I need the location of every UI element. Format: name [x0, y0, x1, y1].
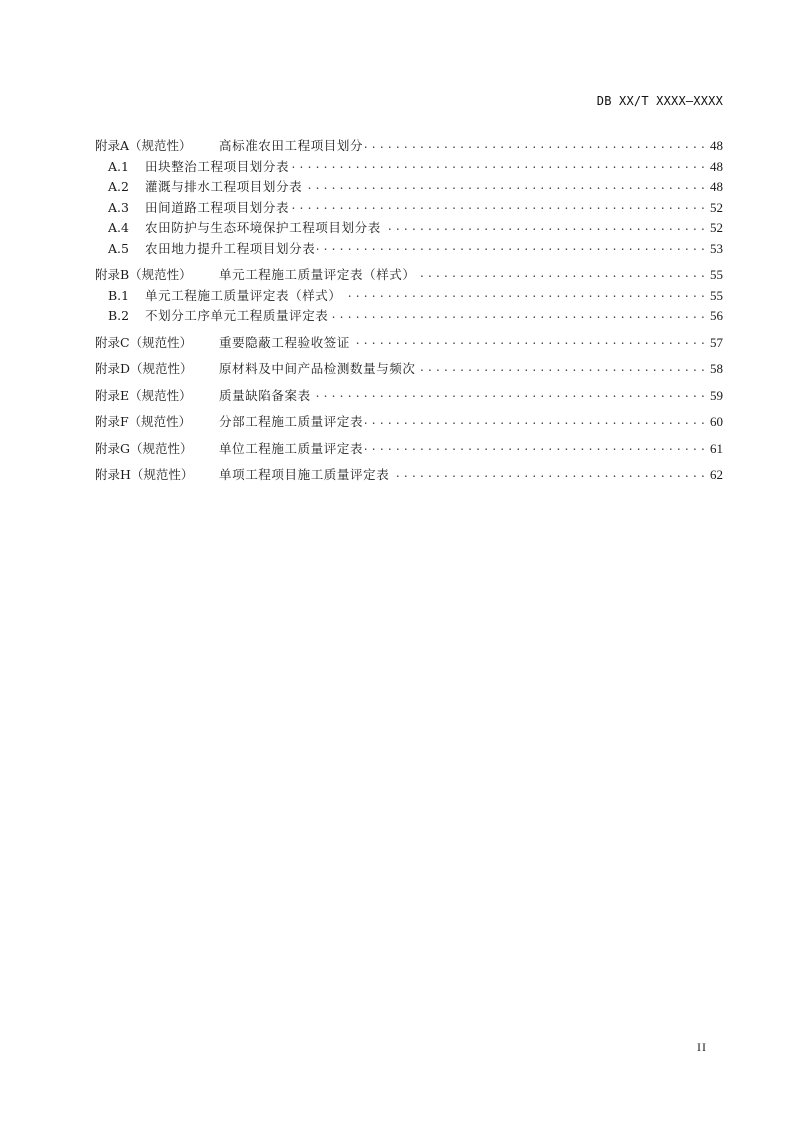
toc-entry-page: 59: [710, 387, 723, 403]
toc-entry-title: 单元工程施工质量评定表（样式）: [219, 267, 416, 282]
toc-group-appendix-h: [95, 465, 723, 486]
toc-entry[interactable]: [95, 333, 723, 354]
toc-entry[interactable]: [95, 359, 723, 380]
toc-entry-title: 单项工程项目施工质量评定表: [219, 467, 390, 482]
toc-group-appendix-c: [95, 333, 723, 354]
toc-entry-page: 55: [710, 267, 723, 282]
toc-entry-page: 60: [710, 414, 723, 429]
toc-entry-number: 附录B（规范性）: [95, 267, 192, 282]
page-number-footer: II: [697, 1040, 707, 1054]
document-code-header: DB XX/T XXXX—XXXX: [596, 94, 723, 108]
dot-leader: [291, 158, 705, 171]
toc-subentry[interactable]: [95, 239, 723, 260]
dot-leader: [365, 414, 705, 427]
toc-subentry[interactable]: [95, 198, 723, 219]
toc-entry-number: 附录C（规范性）: [95, 334, 193, 350]
toc-group-appendix-b: [95, 265, 723, 327]
toc-entry[interactable]: [95, 412, 723, 433]
toc-subentry[interactable]: [95, 157, 723, 178]
toc-subentry-title: 灌溉与排水工程项目划分表: [145, 179, 303, 194]
toc-subentry-page: 48: [710, 158, 723, 174]
toc-entry[interactable]: [95, 136, 723, 157]
toc-entry-number: 附录H（规范性）: [95, 467, 194, 482]
dot-leader: [391, 467, 705, 480]
dot-leader: [365, 138, 705, 151]
dot-leader: [418, 267, 705, 280]
dot-leader: [383, 220, 705, 233]
toc-entry[interactable]: [95, 265, 723, 286]
toc-entry-page: 61: [710, 440, 723, 456]
toc-subentry[interactable]: [95, 306, 723, 327]
toc-subentry-number: A.1: [108, 158, 129, 174]
toc-group-appendix-g: [95, 439, 723, 460]
dot-leader: [365, 440, 705, 453]
toc-group-appendix-d: [95, 359, 723, 380]
toc-subentry-page: 52: [710, 220, 723, 235]
toc-entry-number: 附录A（规范性）: [95, 138, 192, 153]
toc-subentry-page: 56: [710, 308, 723, 323]
dot-leader: [313, 387, 705, 400]
toc-group-appendix-f: [95, 412, 723, 433]
toc-subentry-number: A.4: [108, 220, 129, 235]
toc-subentry-number: A.3: [108, 199, 129, 215]
toc-group-appendix-a: [95, 136, 723, 259]
toc-entry-title: 质量缺陷备案表: [219, 387, 311, 403]
toc-subentry-title: 田块整治工程项目划分表: [145, 158, 290, 174]
toc-entry-number: 附录F（规范性）: [95, 414, 192, 429]
toc-entry-title: 高标准农田工程项目划分: [219, 138, 364, 153]
toc-entry[interactable]: [95, 465, 723, 486]
toc-entry-page: 48: [710, 138, 723, 153]
dot-leader: [291, 199, 705, 212]
toc-subentry-number: A.5: [108, 240, 129, 256]
toc-subentry[interactable]: [95, 286, 723, 307]
toc-entry-page: 62: [710, 467, 723, 482]
dot-leader: [304, 179, 705, 192]
toc-subentry[interactable]: [95, 218, 723, 239]
toc-group-appendix-e: [95, 386, 723, 407]
toc-entry-title: 原材料及中间产品检测数量与频次: [219, 361, 416, 376]
dot-leader: [352, 334, 705, 347]
toc-subentry-page: 53: [710, 240, 723, 256]
toc-subentry-title: 单元工程施工质量评定表（样式）: [145, 287, 342, 303]
toc-subentry-number: B.1: [108, 287, 130, 303]
toc-subentry-number: A.2: [108, 179, 129, 194]
table-of-contents: [95, 136, 723, 492]
toc-entry-title: 分部工程施工质量评定表: [219, 414, 364, 429]
toc-entry-number: 附录G（规范性）: [95, 440, 193, 456]
toc-entry-page: 57: [710, 334, 723, 350]
toc-entry-title: 重要隐蔽工程验收签证: [219, 334, 351, 350]
toc-subentry-title: 田间道路工程项目划分表: [145, 199, 290, 215]
dot-leader: [344, 287, 705, 300]
toc-subentry-title: 农田防护与生态环境保护工程项目划分表: [145, 220, 381, 235]
dot-leader: [317, 240, 705, 253]
toc-subentry-page: 52: [710, 199, 723, 215]
toc-entry-number: 附录E（规范性）: [95, 387, 192, 403]
toc-entry[interactable]: [95, 386, 723, 407]
toc-entry[interactable]: [95, 439, 723, 460]
toc-subentry-page: 48: [710, 179, 723, 194]
toc-entry-number: 附录D（规范性）: [95, 361, 193, 376]
toc-subentry-page: 55: [710, 287, 723, 303]
toc-subentry-title: 农田地力提升工程项目划分表: [145, 240, 316, 256]
toc-subentry-number: B.2: [108, 308, 130, 323]
dot-leader: [330, 308, 705, 321]
toc-subentry[interactable]: [95, 177, 723, 198]
toc-entry-title: 单位工程施工质量评定表: [219, 440, 364, 456]
toc-subentry-title: 不划分工序单元工程质量评定表: [145, 308, 329, 323]
toc-entry-page: 58: [710, 361, 723, 376]
dot-leader: [418, 361, 705, 374]
